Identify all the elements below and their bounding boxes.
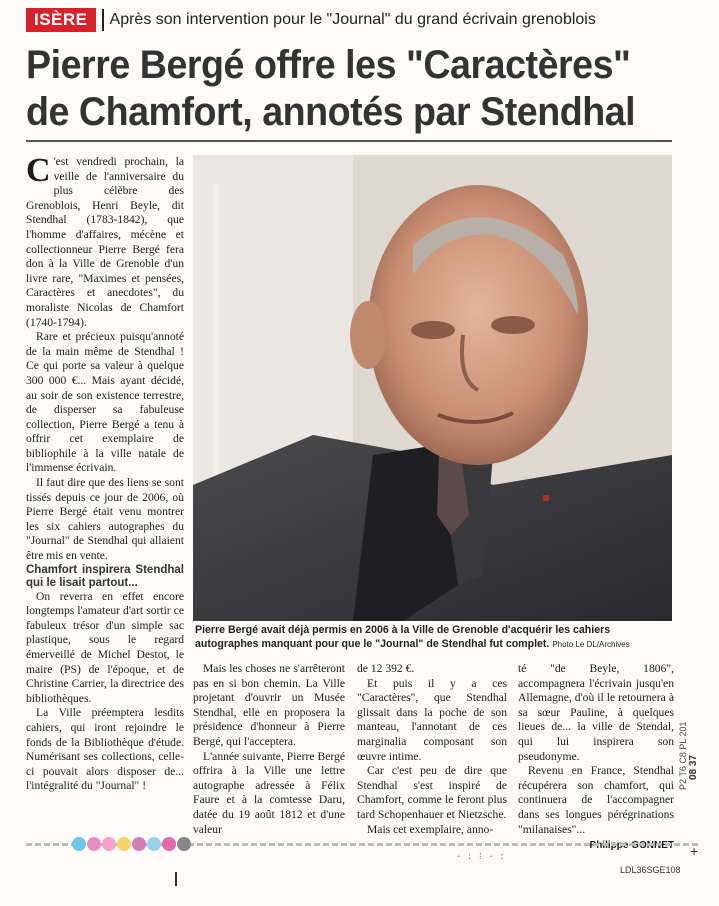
paragraph: de 12 392 €.: [357, 662, 415, 675]
paragraph-text: 'est vendredi prochain, la veille de l'anniversaire du plus célèbre des Grenoblois, Henri Beyle, dit Stendhal (1783-1842), que l'homme d'affaires, mécène et collectionneur Pierre Bergé fera don à la Ville de Grenoble d'un livre rare, "Maximes et pensées, Caractères et anecdotes", du moraliste Nicolas de Chamfort (1740-1794).: [26, 155, 184, 329]
registration-bar: [175, 872, 177, 886]
drop-cap: C: [26, 152, 51, 189]
paragraph: Rare et précieux puisqu'annoté de la main même de Stendhal ! Ce qui porte sa valeur à quelque 300 000 €... Mais ayant décidé, au soir de son existence terrestre, de disperser sa fabuleuse collection, Pierre Bergé a tenu à offrir cet exemplaire de bibliophile à la ville natale de l'immense écrivain.: [26, 330, 184, 475]
color-dot: [147, 837, 161, 851]
author-signature: Philippe GONNET: [589, 840, 674, 852]
color-registration-dots: [72, 837, 191, 851]
article-column-4: [518, 662, 674, 854]
paragraph: té "de Beyle, 1806", accompagnera l'écrivain jusqu'en Allemagne, d'où il le retournera à sa sœur Pauline, à quelques lieues de... la ville de Stendal, qui lui inspirera son pseudonyme.: [518, 662, 674, 763]
headline: [26, 42, 637, 136]
stamp-number: 08 37: [688, 754, 699, 780]
color-dot: [162, 837, 176, 851]
paragraph: Mais cet exemplaire, anno-: [367, 822, 494, 836]
page-code: LDL36SGE108: [620, 865, 681, 875]
article-column-2: [193, 662, 345, 837]
article-photo: [193, 155, 672, 621]
paragraph: L'année suivante, Pierre Bergé offrira à la Ville une lettre autographe adressée à Félix Faure et à la comtesse Daru, datée du 19 août 1812 et d'une valeur: [193, 749, 345, 836]
headline-rule: [26, 140, 672, 142]
color-dot: [102, 837, 116, 851]
color-dot: [117, 837, 131, 851]
crop-mark-icon: +: [690, 843, 699, 859]
paragraph: Revenu en France, Stendhal récupérera son chamfort, qui continuera de l'accompagner dans ses longues pérégrinations "milanaises"...: [518, 764, 674, 836]
article-column-3: [357, 662, 507, 837]
margin-stamp: P2 T6 C8 PL 201: [678, 721, 688, 790]
color-dot: [177, 837, 191, 851]
paragraph: [26, 152, 184, 330]
caption-text: Pierre Bergé avait déjà permis en 2006 à la Ville de Grenoble d'acquérir les cahiers autographes manquant pour que le "Journal" de Stendhal fut complet.: [195, 624, 611, 650]
paragraph: Car c'est peu de dire que Stendhal s'est inspiré de Chamfort, comme le feront plus tard Schopenhauer et Nietzsche.: [357, 764, 507, 821]
section-tag: ISÈRE: [26, 8, 96, 32]
paragraph: Il faut dire que des liens se sont tissés depuis ce jour de 2006, où Pierre Bergé était venu montrer les six cahiers autographes du "Journal" de Stendhal qui allaient être mis en vente.: [26, 476, 184, 563]
portrait-of-elderly-man-photo: [193, 155, 672, 621]
color-dot: [132, 837, 146, 851]
paragraph: On reverra en effet encore longtemps l'amateur d'art sortir ce fabuleux trésor d'un simple sac plastique, sous le regard émerveillé de Michel Destot, le maire (PS) de l'époque, et de Christine Carrier, la directrice des bibliothèques.: [26, 589, 184, 705]
photo-credit: Photo Le DL/Archives: [552, 639, 630, 649]
kicker-text: Après son intervention pour le "Journal" du grand écrivain grenoblois: [109, 11, 596, 28]
color-dot: [87, 837, 101, 851]
paragraph: Et puis il y a ces "Caractères", que Stendhal glissait dans la poche de son manteau, l'annotant de ces marginalia composant son œuvre intime.: [357, 676, 507, 763]
subheading: Chamfort inspirera Stendhal qui le lisait partout...: [26, 563, 184, 589]
paragraph: La Ville préemptera lesdits cahiers, qui iront rejoindre le fonds de la Bibliothèque d'étude. Numérisant ses collections, celle-ci pouvait alors disposer de... l'intégralité du "Journal" !: [26, 706, 184, 793]
headline-line-2: de Chamfort, annotés par Stendhal: [26, 90, 636, 134]
photo-caption: [195, 624, 673, 651]
article-kicker: [26, 8, 596, 32]
color-dot: [72, 837, 86, 851]
registration-marks: · : ⁞ · :: [456, 852, 505, 862]
headline-line-1: Pierre Bergé offre les "Caractères": [26, 43, 631, 87]
kicker-divider: [102, 9, 104, 31]
article-column-1: [26, 152, 184, 794]
paragraph: Mais les choses ne s'arrêteront pas en si bon chemin. La Ville projetant d'ouvrir un Musée Stendhal, elle en proposera la présidence d'honneur à Pierre Bergé, qui l'acceptera.: [193, 662, 345, 748]
